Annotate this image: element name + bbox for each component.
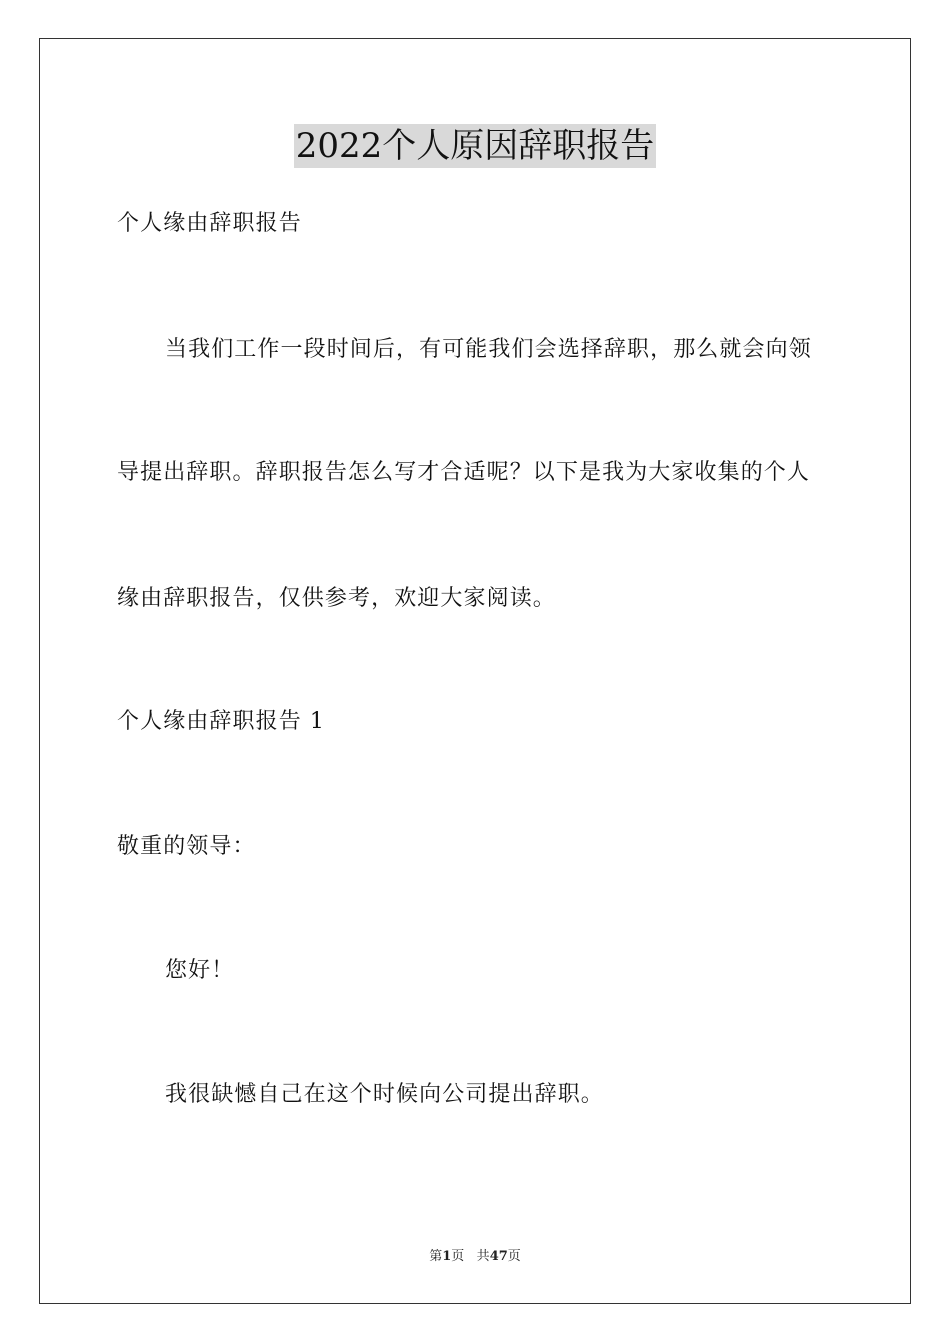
paragraph-line-2: 导提出辞职。辞职报告怎么写才合适呢？以下是我为大家收集的个人 <box>117 460 811 485</box>
greeting: 您好！ <box>165 958 235 983</box>
total-prefix: 共 <box>476 1249 490 1264</box>
salutation: 敬重的领导： <box>117 834 256 859</box>
document-title: 2022个人原因辞职报告 <box>295 126 655 166</box>
total-pages: 47 <box>489 1249 508 1264</box>
page-suffix: 页 <box>451 1249 465 1264</box>
total-suffix: 页 <box>507 1249 521 1264</box>
page-number: 1 <box>442 1249 452 1264</box>
page-prefix: 第 <box>429 1249 443 1264</box>
subtitle-line: 个人缘由辞职报告 <box>117 211 302 236</box>
title-container <box>0 124 950 168</box>
paragraph-line-3: 缘由辞职报告，仅供参考，欢迎大家阅读。 <box>117 586 556 611</box>
section-heading: 个人缘由辞职报告 1 <box>117 709 325 734</box>
body-line: 我很缺憾自己在这个时候向公司提出辞职。 <box>165 1082 604 1107</box>
page-footer <box>0 1248 950 1266</box>
paragraph-line-1: 当我们工作一段时间后，有可能我们会选择辞职，那么就会向领 <box>165 337 812 362</box>
